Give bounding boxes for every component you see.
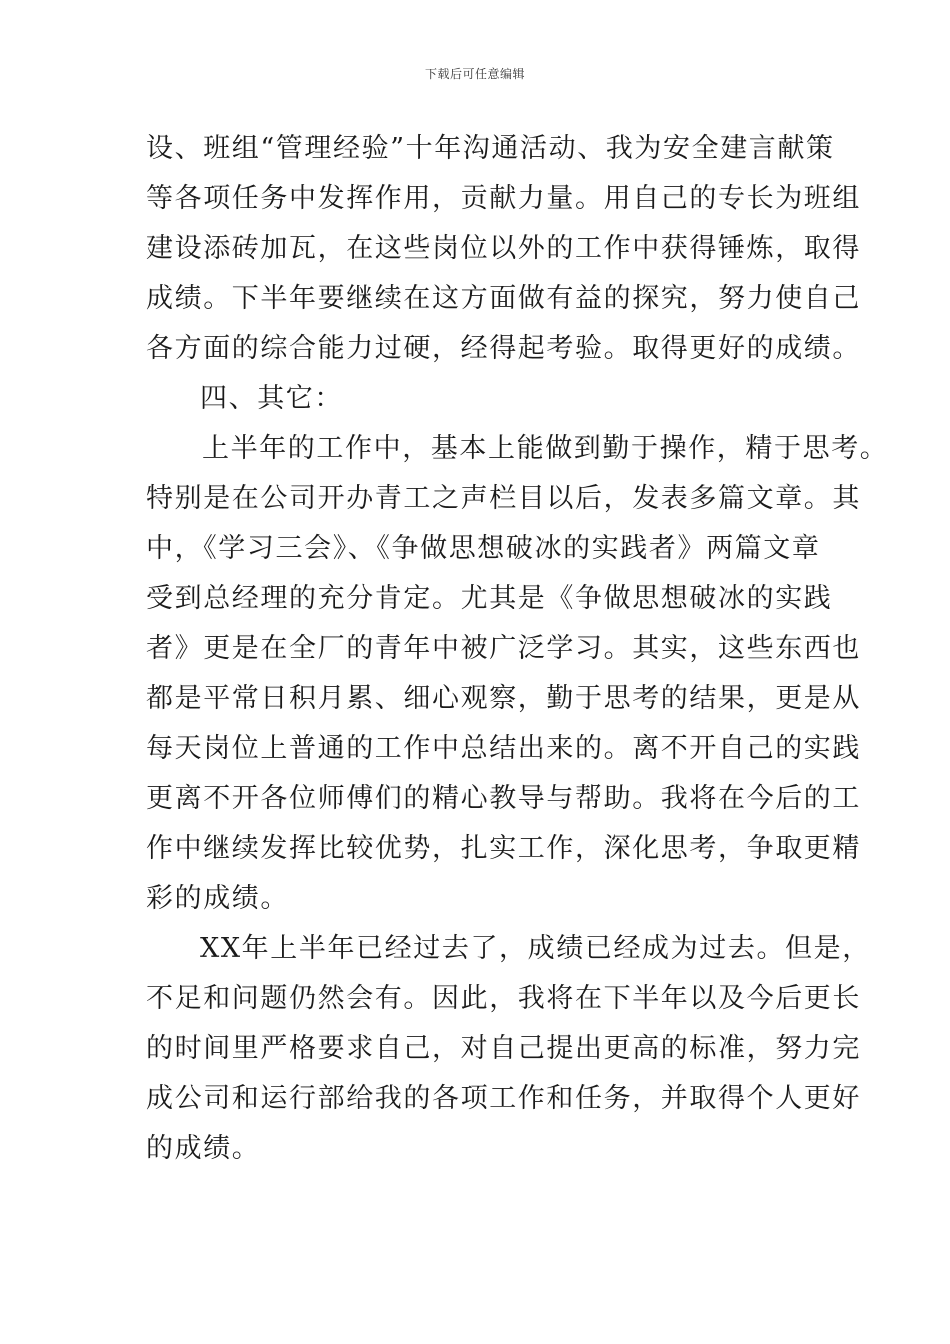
text-line: 作中继续发挥比较优势，扎实工作，深化思考，争取更精 <box>146 833 861 864</box>
paragraph-start: 上半年的工作中，基本上能做到勤于操作，精于思考。 <box>202 433 889 464</box>
text-line: 的时间里严格要求自己，对自己提出更高的标准，努力完 <box>146 1033 861 1064</box>
text-line: 设、班组“管理经验”十年沟通活动、我为安全建言献策 <box>146 133 835 164</box>
text-line: 不足和问题仍然会有。因此，我将在下半年以及今后更长 <box>146 983 861 1014</box>
section-heading: 四、其它： <box>200 383 343 414</box>
paragraph-start: XX年上半年已经过去了，成绩已经成为过去。但是， <box>200 933 871 964</box>
text-line: 受到总经理的充分肯定。尤其是《争做思想破冰的实践 <box>146 583 833 614</box>
text-line: 建设添砖加瓦，在这些岗位以外的工作中获得锤炼，取得 <box>146 233 861 264</box>
text-line: 等各项任务中发挥作用，贡献力量。用自己的专长为班组 <box>146 183 861 214</box>
text-line: 者》更是在全厂的青年中被广泛学习。其实，这些东西也 <box>146 633 861 664</box>
document-body <box>146 124 889 1174</box>
text-line: 都是平常日积月累、细心观察，勤于思考的结果，更是从 <box>146 683 861 714</box>
text-line: 的成绩。 <box>146 1133 261 1164</box>
page-header: 下载后可任意编辑 <box>424 67 525 81</box>
text-line: 特别是在公司开办青工之声栏目以后，发表多篇文章。其 <box>146 483 861 514</box>
text-line: 成公司和运行部给我的各项工作和任务，并取得个人更好 <box>146 1083 861 1114</box>
text-line: 每天岗位上普通的工作中总结出来的。离不开自己的实践 <box>146 733 861 764</box>
text-line: 更离不开各位师傅们的精心教导与帮助。我将在今后的工 <box>146 783 861 814</box>
text-line: 各方面的综合能力过硬，经得起考验。取得更好的成绩。 <box>146 333 861 364</box>
text-line: 成绩。下半年要继续在这方面做有益的探究，努力使自己 <box>146 283 861 314</box>
text-line: 中，《学习三会》、《争做思想破冰的实践者》两篇文章 <box>146 533 821 564</box>
text-line: 彩的成绩。 <box>146 883 289 914</box>
